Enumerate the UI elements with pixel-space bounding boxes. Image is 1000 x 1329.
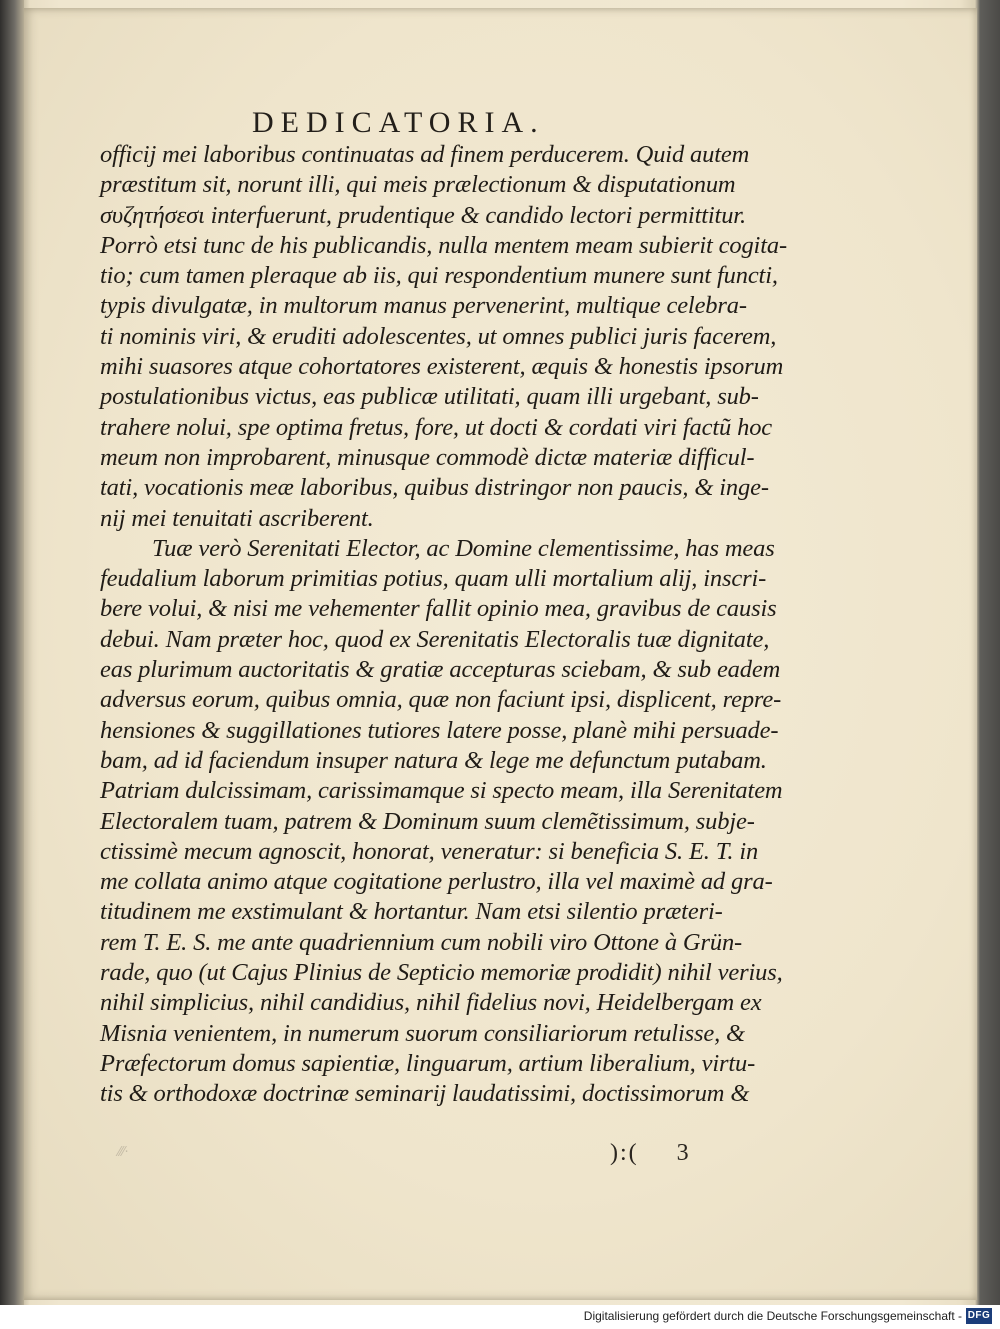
- text-line: trahere nolui, spe optima fretus, fore, ut docti & cordati viri factũ hoc: [100, 413, 773, 441]
- text-line: Porrò etsi tunc de his publicandis, nulla mentem meam subierit cogita-: [100, 231, 787, 259]
- text-line: tio; cum tamen pleraque ab iis, qui respondentium munere sunt functi,: [100, 262, 778, 290]
- text-line: meum non improbarent, minusque commodè dictæ materiæ difficul-: [100, 443, 755, 471]
- pencil-mark: ⁄⁄⁄·: [118, 1145, 129, 1160]
- text-line: nij mei tenuitati ascriberent.: [100, 504, 374, 532]
- signature-mark: ):(: [610, 1140, 639, 1166]
- text-line: præstitum sit, norunt illi, qui meis prælectionum & disputationum: [100, 171, 736, 199]
- text-line: tis & orthodoxæ doctrinæ seminarij laudatissimi, doctissimorum &: [100, 1080, 750, 1108]
- text-line: debui. Nam præter hoc, quod ex Serenitatis Electoralis tuæ dignitate,: [100, 625, 770, 653]
- text-line: tati, vocationis meæ laboribus, quibus distringor non paucis, & inge-: [100, 474, 769, 502]
- text-line: officij mei laboribus continuatas ad finem perducerem. Quid autem: [100, 141, 750, 168]
- text-line: typis divulgatæ, in multorum manus pervenerint, multique celebra-: [100, 292, 747, 320]
- text-line: eas plurimum auctoritatis & gratiæ accepturas sciebam, & sub eadem: [100, 656, 781, 684]
- text-line: Patriam dulcissimam, carissimamque si specto meam, illa Serenitatem: [100, 777, 783, 805]
- text-line: adversus eorum, quibus omnia, quæ non faciunt ipsi, displicent, repre-: [100, 686, 782, 714]
- text-line: bam, ad id faciendum insuper natura & lege me defunctum putabam.: [100, 746, 767, 774]
- text-line: postulationibus victus, eas publicæ utilitati, quam illi urgebant, sub-: [100, 383, 759, 411]
- body-text: [100, 140, 825, 1110]
- text-line: ctissimè mecum agnoscit, honorat, veneratur: si beneficia S. E. T. in: [100, 837, 759, 865]
- text-line: rem T. E. S. me ante quadriennium cum nobili viro Ottone à Grün-: [100, 928, 743, 956]
- text-line: feudalium laborum primitias potius, quam ulli mortalium alij, inscri-: [100, 565, 767, 593]
- text-line: titudinem me exstimulant & hortantur. Nam etsi silentio præteri-: [100, 898, 723, 926]
- text-line: me collata animo atque cogitatione perlustro, illa vel maximè ad gra-: [100, 868, 773, 896]
- funding-credit: Digitalisierung gefördert durch die Deutsche Forschungsgemeinschaft -: [583, 1309, 962, 1323]
- text-line: Misnia venientem, in numerum suorum consiliariorum retulisse, &: [100, 1019, 745, 1047]
- text-line: ti nominis viri, & eruditi adolescentes, ut omnes publici juris facerem,: [100, 322, 777, 350]
- page-number: 3: [676, 1140, 691, 1166]
- page-footer: [610, 1140, 691, 1167]
- running-header: DEDICATORIA.: [252, 106, 545, 139]
- text-line: mihi suasores atque cohortatores existerent, æquis & honestis ipsorum: [100, 353, 784, 381]
- dfg-logo-icon[interactable]: DFG: [966, 1308, 992, 1324]
- text-line: rade, quo (ut Cajus Plinius de Septicio memoriæ prodidit) nihil verius,: [100, 959, 783, 987]
- text-line: bere volui, & nisi me vehementer fallit opinio mea, gravibus de causis: [100, 595, 777, 623]
- book-spine: [0, 0, 24, 1305]
- text-line: Præfectorum domus sapientiæ, linguarum, artium liberalium, virtu-: [100, 1049, 756, 1077]
- text-line: Tuæ verò Serenitati Elector, ac Domine clementissime, has meas: [152, 534, 775, 562]
- text-line: Electoralem tuam, patrem & Dominum suum clemẽtissimum, subje-: [100, 807, 755, 835]
- text-line: nihil simplicius, nihil candidius, nihil fidelius novi, Heidelbergam ex: [100, 989, 762, 1017]
- text-line: hensiones & suggillationes tutiores latere posse, planè mihi persuade-: [100, 716, 779, 744]
- text-line: συζητήσεσι interfuerunt, prudentique & candido lectori permittitur.: [100, 201, 746, 229]
